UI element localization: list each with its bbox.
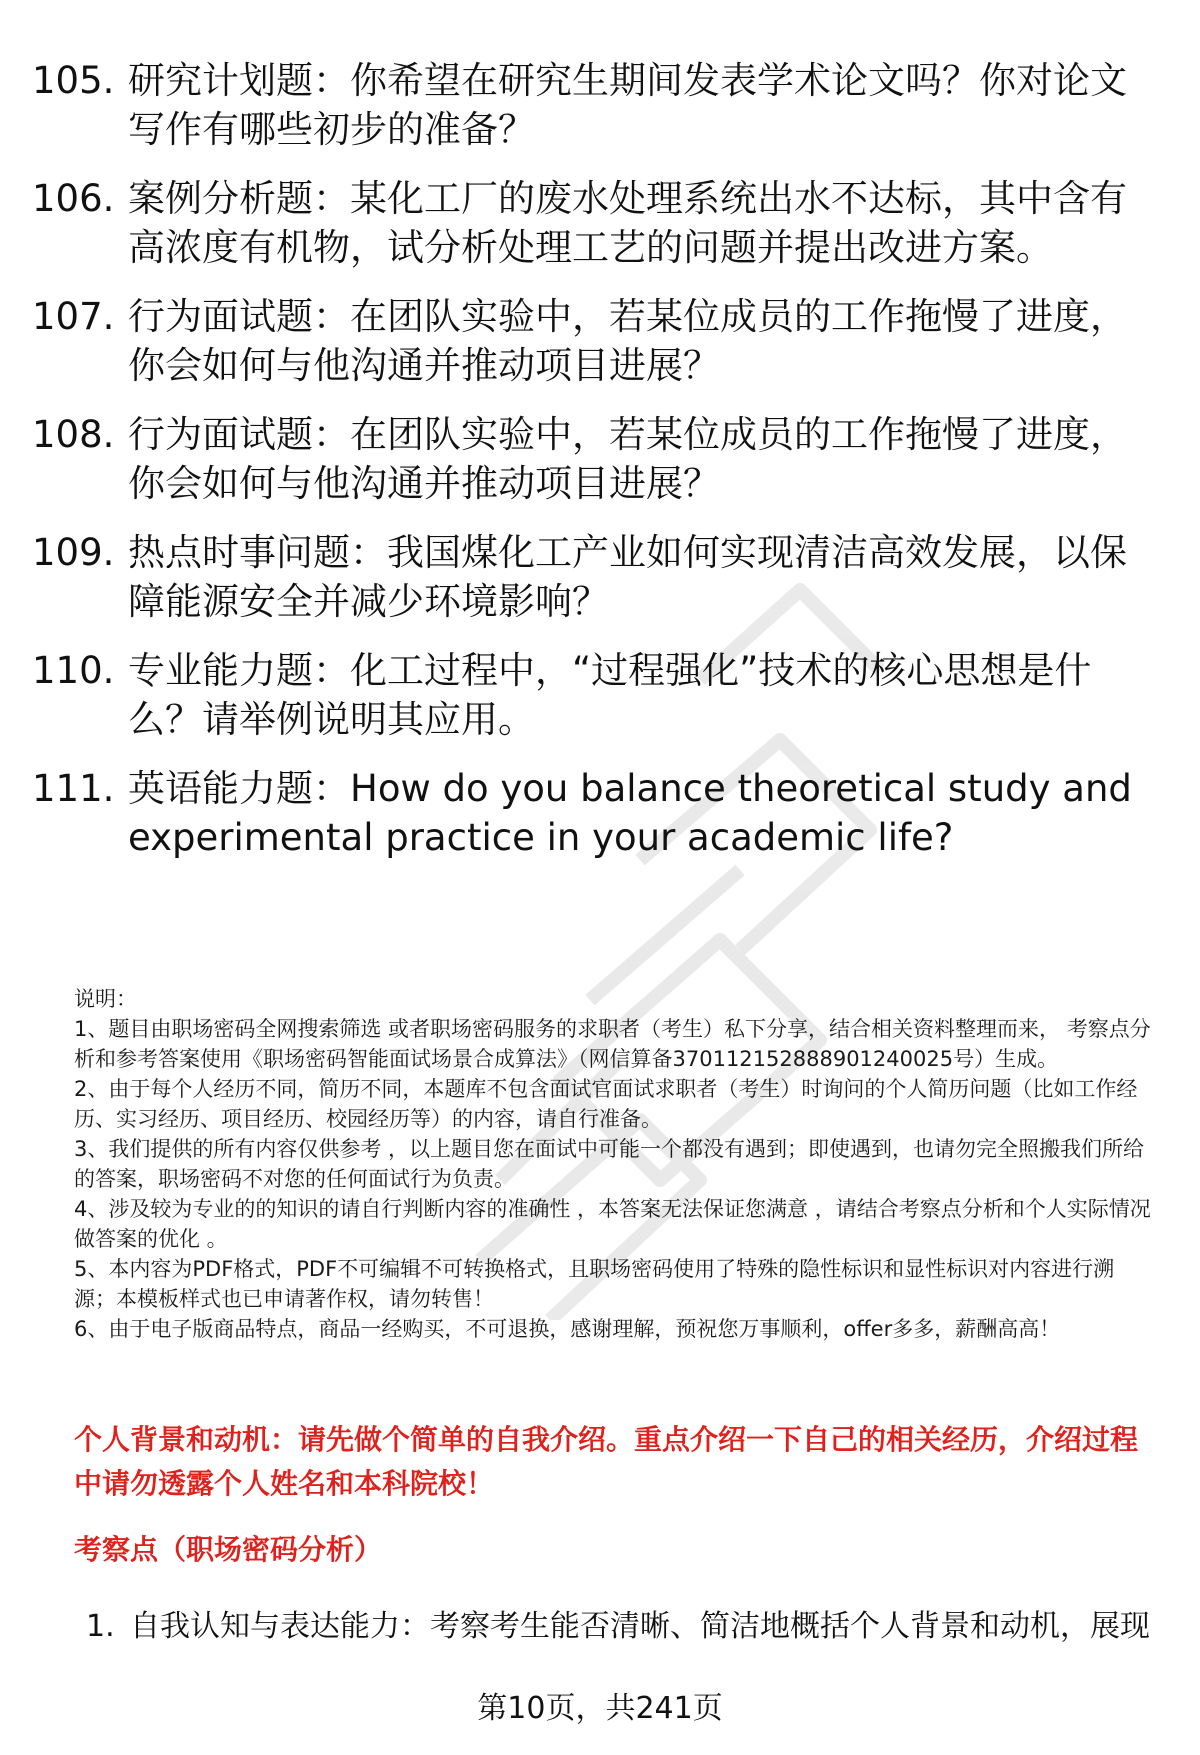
- question-number: 106.: [32, 177, 115, 220]
- note-item: 2、由于每个人经历不同，简历不同，本题库不包含面试官面试求职者（考生）时询问的个人简历问题（比如工作经历、实习经历、项目经历、校园经历等）的内容，请自行准备。: [74, 1077, 1138, 1131]
- intro-question: 个人背景和动机：请先做个简单的自我介绍。重点介绍一下自己的相关经历，介绍过程中请勿透露个人姓名和本科院校！: [74, 1423, 1139, 1500]
- question-number: 108.: [32, 413, 115, 456]
- point-text: 自我认知与表达能力：考察考生能否清晰、简洁地概括个人背景和动机，展现: [130, 1609, 1150, 1644]
- point-number: 1.: [86, 1609, 115, 1644]
- question-number: 105.: [32, 59, 115, 102]
- notes-section: [74, 984, 1154, 1344]
- question-number: 109.: [32, 531, 115, 574]
- question-text: 热点时事问题：我国煤化工产业如何实现清洁高效发展，以保障能源安全并减少环境影响？: [128, 531, 1127, 623]
- note-item: 1、题目由职场密码全网搜索筛选 或者职场密码服务的求职者（考生）私下分享，结合相关资料整理而来， 考察点分析和参考答案使用《职场密码智能面试场景合成算法》（网信算备370112152888901240025号）生成。: [74, 1017, 1151, 1071]
- question-110: [32, 646, 1152, 744]
- analysis-points-title: 考察点（职场密码分析）: [74, 1533, 383, 1566]
- notes-title: 说明：: [74, 987, 137, 1011]
- question-111: [32, 764, 1152, 862]
- question-number: 111.: [32, 767, 115, 810]
- question-text: 专业能力题：化工过程中，“过程强化”技术的核心思想是什么？请举例说明其应用。: [128, 649, 1092, 741]
- question-106: [32, 174, 1152, 272]
- question-text: 案例分析题：某化工厂的废水处理系统出水不达标，其中含有高浓度有机物，试分析处理工艺的问题并提出改进方案。: [128, 177, 1127, 269]
- note-item: 3、我们提供的所有内容仅供参考 ，以上题目您在面试中可能一个都没有遇到；即使遇到，也请勿完全照搬我们所给的答案，职场密码不对您的任何面试行为负责。: [74, 1137, 1145, 1191]
- note-item: 4、涉及较为专业的的知识的请自行判断内容的准确性 ，本答案无法保证您满意 ，请结合考察点分析和个人实际情况做答案的优化 。: [74, 1197, 1151, 1251]
- question-text: 英语能力题：How do you balance theoretical study and experimental practice in your academic life?: [128, 767, 1132, 859]
- question-text: 行为面试题：在团队实验中，若某位成员的工作拖慢了进度，你会如何与他沟通并推动项目进展？: [128, 413, 1127, 505]
- question-108: [32, 410, 1152, 508]
- question-109: [32, 528, 1152, 626]
- question-text: 行为面试题：在团队实验中，若某位成员的工作拖慢了进度，你会如何与他沟通并推动项目进展？: [128, 295, 1127, 387]
- page-footer: 第10页，共241页: [477, 1691, 723, 1726]
- question-text: 研究计划题：你希望在研究生期间发表学术论文吗？你对论文写作有哪些初步的准备？: [128, 59, 1127, 151]
- question-105: [32, 56, 1152, 154]
- question-number: 110.: [32, 649, 115, 692]
- question-107: [32, 292, 1152, 390]
- note-item: 5、本内容为PDF格式，PDF不可编辑不可转换格式，且职场密码使用了特殊的隐性标识和显性标识对内容进行溯源；本模板样式也已申请著作权，请勿转售！: [74, 1257, 1115, 1311]
- question-number: 107.: [32, 295, 115, 338]
- note-item: 6、由于电子版商品特点，商品一经购买，不可退换，感谢理解，预祝您万事顺利，offer多多，薪酬高高！: [74, 1317, 1061, 1341]
- analysis-point: [86, 1606, 1166, 1648]
